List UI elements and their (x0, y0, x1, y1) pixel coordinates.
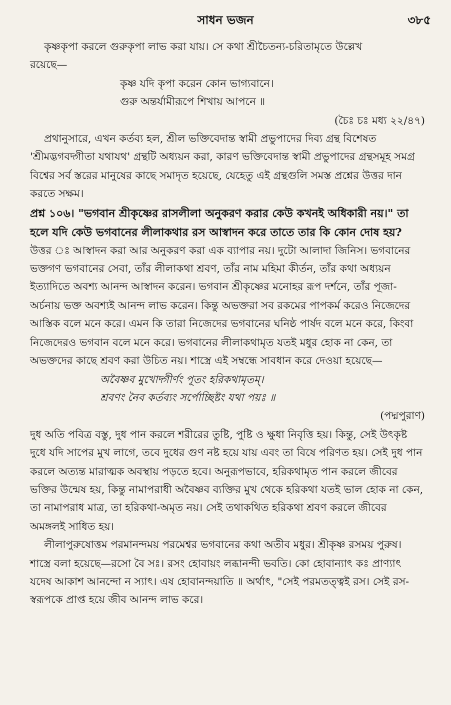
verse2-line2: শ্রবণং নৈব কর্তব্যং সর্পোচ্ছিষ্টং যথা পয়ঃ ॥ (100, 391, 276, 404)
verse1-reference: (চৈঃ চঃ মধ্য ২২/৪৭) (334, 114, 425, 127)
paragraph-milk-analogy: দুধ অতি পবিত্র বস্তু, দুধ পান করলে শরীরের তুষ্টি, পুষ্টি ও ক্ষুধা নিবৃত্তি হয়। কিন্তু, সেই উৎকৃষ্ট দুধে যদি সাপের মুখ লাগে, তবে দুধের গুণ নষ্ট হয়ে যায় এবং তা বিষে পরিণত হয়। সেই দুধ পান করলে অত্যন্ত মারাত্মক অবস্থায় পড়তে হবে। অনুরূপভাবে, হরিকথামৃত পান করলে জীবের ভক্তির উন্মেষ হয়, কিন্তু নামাপরাধী অবৈষ্ণব ব্যক্তির মুখ থেকে হরিকথা যতই ভাল হোক না কেন, তা নামাপরাধ মাত্র, তা হরিকথা-অমৃত নয়। সেই তথাকথিত হরিকথা শ্রবণ করলে জীবের অমঙ্গলই সাধিত হয়। (30, 428, 424, 533)
page-header (0, 10, 451, 32)
paragraph-prabhupada: প্রথানুসারে, এখন কর্তব্য হল, শ্রীল ভক্তিবেদান্ত স্বামী প্রভুপাদের দিব্য গ্রন্থ বিশেষত 'শ্রীমদ্ভগবদ্গীতা যথাযথ' গ্রন্থটি অধ্যয়ন করা, কারণ ভক্তিবেদান্ত স্বামী প্রভুপাদের গ্রন্থসমূহ সমগ্র বিশ্বের সর্ব স্তরের মানুষের কাছে সমাদৃত হয়েছে, যেহেতু এই গ্রন্থগুলি সমস্ত প্রশ্নের উত্তর দান করতে সক্ষম। (30, 133, 415, 201)
verse1-line2: গুরু অন্তর্যামীরূপে শিখায় আপনে ॥ (120, 96, 266, 109)
paragraph-intro-line2: রয়েছে— (30, 59, 68, 72)
paragraph-intro-line1: কৃষ্ণকৃপা করলে গুরুকৃপা লাভ করা যায়। সে কথা শ্রীচৈতন্য-চরিতামৃতে উল্লেখ (44, 41, 363, 53)
page-number: ৩৮৫ (407, 13, 431, 27)
verse1-line1: কৃষ্ণ যদি কৃপা করেন কোন ভাগ্যবানে। (120, 77, 274, 90)
page-body (30, 38, 425, 610)
answer-paragraph: উত্তর ঃ আস্বাদন করা আর অনুকরণ করা এক ব্যাপার নয়। দুটো আলাদা জিনিস। ভগবানের ভক্তগণ ভগবানের সেবা, তাঁর লীলাকথা শ্রবণ, তাঁর নাম মহিমা কীর্তন, তাঁর কথা অধ্যয়ন ইত্যাদিতে অবশ্য আনন্দ আস্বাদন করেন। ভগবান শ্রীকৃষ্ণের মনোহর রূপ দর্শনে, তাঁর পূজা-অর্চনায় ভক্ত অবশ্যই আনন্দ লাভ করেন। কিন্তু অভক্তরা সব রকমের পাপকর্ম করেও নিজেদের আস্তিক বলে মনে করে। এমন কি তারা নিজেদের ভগবানের ঘনিষ্ঠ পার্ষদ বলে মনে করে, কিংবা নিজেদেরও ভগবান বলে মনে করে। ভগবানের লীলাকথামৃত যতই মধুর হোক না কেন, তা অভক্তদের কাছে শ্রবণ করা উচিত নয়। শাস্ত্রে এই সম্বন্ধে সাবধান করে দেওয়া হয়েছে— (30, 244, 414, 368)
verse2-line1: অবৈষ্ণব মুখোদ্গীর্ণং পূতং হরিকথামৃতম্। (100, 373, 264, 386)
paragraph-rasa: লীলাপুরুষোত্তম পরমানন্দময় পরমেশ্বর ভগবানের কথা অতীব মধুর। শ্রীকৃষ্ণ রসময় পুরুষ। শাস্ত্রে বলা হয়েছে—রসো বৈ সঃ। রসং হোবায়ং লব্ধানন্দী ভবতি। কো হোবান্যাৎ কঃ প্রাণ্যাৎ যদেষ আকাশ আনন্দো ন স্যাৎ। এষ হোবানন্দয়াতি ॥ অর্থাৎ, "সেই পরমতত্ত্বই রস। সেই রস-স্বরূপকে প্রাপ্ত হয়ে জীব আনন্দ লাভ করে। (30, 539, 410, 607)
question-106: প্রশ্ন ১০৬। "ভগবান শ্রীকৃষ্ণের রাসলীলা অনুকরণ করার কেউ কখনই অধিকারী নয়।" তা হলে যদি কেউ ভগবানের লীলাকথার রস আস্বাদন করে তাতে তার কি কোন দোষ হয়? (30, 206, 409, 239)
verse2-reference: (পদ্মপুরাণ) (380, 410, 425, 423)
running-title: সাধন ভজন (197, 13, 254, 27)
